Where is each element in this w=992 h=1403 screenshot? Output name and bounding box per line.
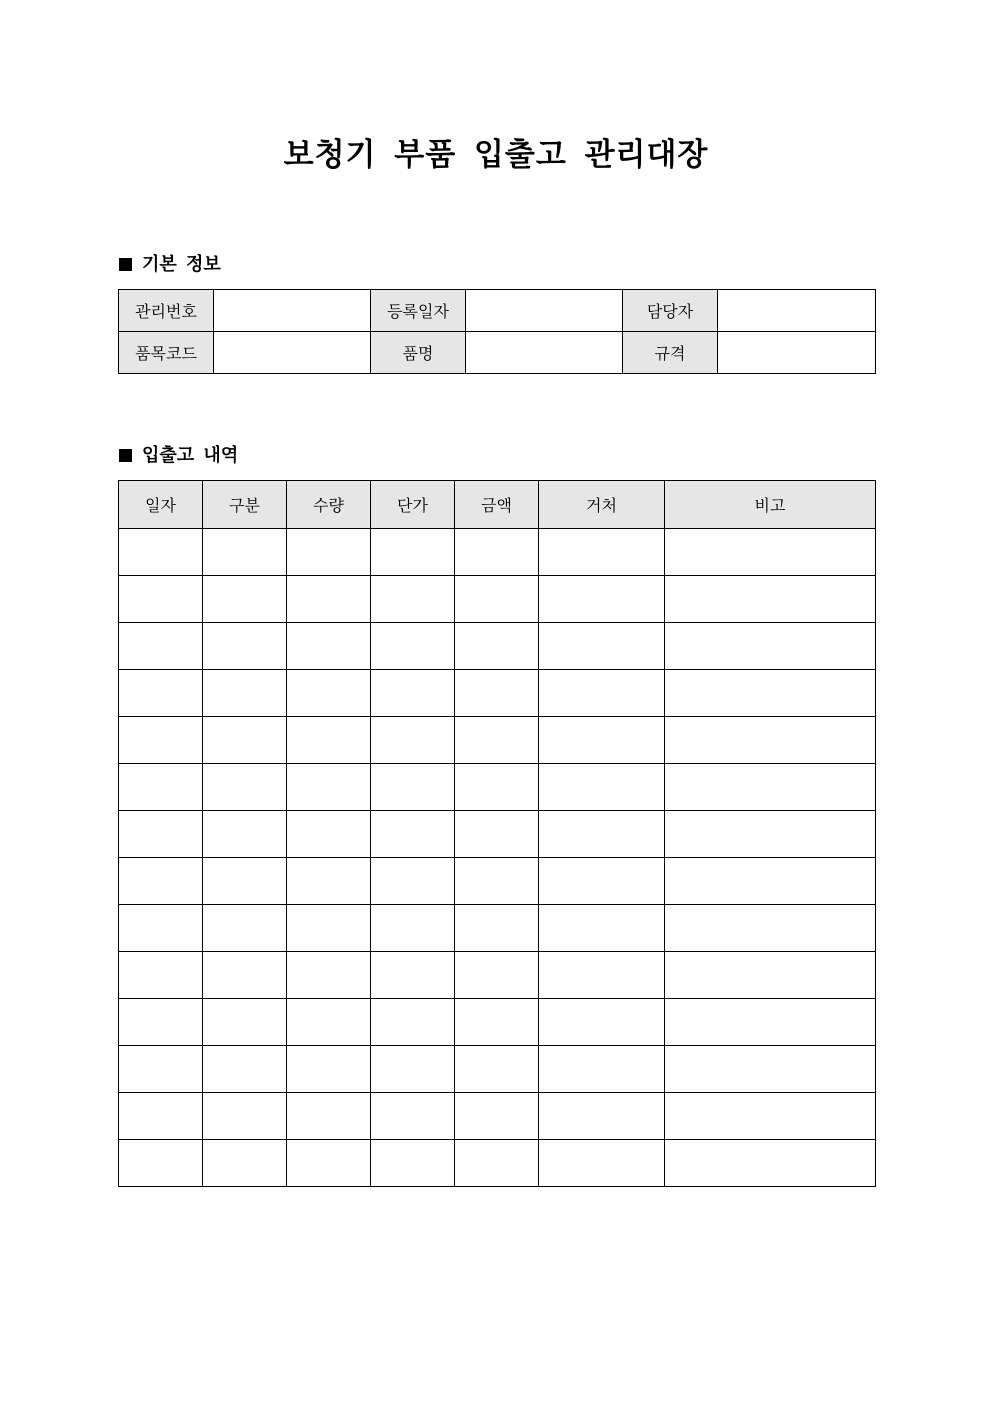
ledger-cell[interactable] — [455, 529, 539, 576]
ledger-cell[interactable] — [455, 717, 539, 764]
ledger-cell[interactable] — [119, 905, 203, 952]
ledger-row — [119, 529, 876, 576]
ledger-cell[interactable] — [203, 529, 287, 576]
ledger-cell[interactable] — [203, 717, 287, 764]
info-label: 품명 — [371, 332, 466, 374]
ledger-cell[interactable] — [371, 764, 455, 811]
ledger-cell[interactable] — [287, 764, 371, 811]
info-value-field[interactable] — [466, 290, 623, 332]
ledger-table — [118, 480, 876, 1187]
ledger-row — [119, 1140, 876, 1187]
ledger-row — [119, 1046, 876, 1093]
ledger-row — [119, 999, 876, 1046]
ledger-row — [119, 905, 876, 952]
info-row — [119, 290, 876, 332]
ledger-cell[interactable] — [455, 670, 539, 717]
ledger-cell[interactable] — [455, 1140, 539, 1187]
info-label: 품목코드 — [119, 332, 214, 374]
ledger-cell[interactable] — [665, 670, 876, 717]
ledger-cell[interactable] — [119, 1093, 203, 1140]
info-label: 등록일자 — [371, 290, 466, 332]
ledger-cell[interactable] — [371, 858, 455, 905]
ledger-cell[interactable] — [539, 717, 665, 764]
ledger-cell[interactable] — [203, 858, 287, 905]
ledger-cell[interactable] — [665, 858, 876, 905]
ledger-cell[interactable] — [455, 811, 539, 858]
ledger-cell[interactable] — [539, 670, 665, 717]
ledger-cell[interactable] — [203, 764, 287, 811]
ledger-cell[interactable] — [539, 811, 665, 858]
ledger-row — [119, 670, 876, 717]
ledger-cell[interactable] — [119, 764, 203, 811]
ledger-cell[interactable] — [539, 623, 665, 670]
ledger-cell[interactable] — [539, 764, 665, 811]
ledger-cell[interactable] — [455, 1093, 539, 1140]
ledger-cell[interactable] — [287, 1046, 371, 1093]
ledger-cell[interactable] — [539, 1140, 665, 1187]
ledger-cell[interactable] — [371, 811, 455, 858]
square-bullet-icon — [119, 449, 132, 462]
ledger-cell[interactable] — [539, 576, 665, 623]
info-value-field[interactable] — [718, 290, 876, 332]
ledger-row — [119, 764, 876, 811]
ledger-cell[interactable] — [455, 623, 539, 670]
info-value-field[interactable] — [718, 332, 876, 374]
ledger-row — [119, 811, 876, 858]
ledger-cell[interactable] — [455, 952, 539, 999]
ledger-cell[interactable] — [371, 576, 455, 623]
ledger-cell[interactable] — [203, 623, 287, 670]
ledger-cell[interactable] — [287, 1140, 371, 1187]
basic-info-heading — [119, 253, 221, 277]
ledger-cell[interactable] — [539, 529, 665, 576]
ledger-cell[interactable] — [455, 1046, 539, 1093]
ledger-cell[interactable] — [203, 905, 287, 952]
ledger-cell[interactable] — [287, 905, 371, 952]
ledger-cell[interactable] — [287, 858, 371, 905]
ledger-cell[interactable] — [287, 717, 371, 764]
ledger-cell[interactable] — [287, 952, 371, 999]
ledger-cell[interactable] — [665, 1140, 876, 1187]
ledger-cell[interactable] — [287, 811, 371, 858]
ledger-cell[interactable] — [665, 952, 876, 999]
ledger-heading — [119, 444, 238, 468]
ledger-cell[interactable] — [539, 952, 665, 999]
ledger-cell[interactable] — [371, 623, 455, 670]
ledger-cell[interactable] — [287, 999, 371, 1046]
ledger-heading-label: 입출고 내역 — [142, 445, 239, 466]
ledger-cell[interactable] — [539, 905, 665, 952]
ledger-cell[interactable] — [455, 999, 539, 1046]
ledger-cell[interactable] — [455, 858, 539, 905]
ledger-cell[interactable] — [119, 858, 203, 905]
ledger-column-header: 거처 — [539, 481, 665, 529]
basic-info-heading-label: 기본 정보 — [142, 254, 221, 275]
ledger-cell[interactable] — [287, 623, 371, 670]
ledger-column-header: 금액 — [455, 481, 539, 529]
ledger-cell[interactable] — [203, 670, 287, 717]
ledger-cell[interactable] — [203, 952, 287, 999]
info-value-field[interactable] — [466, 332, 623, 374]
ledger-column-header: 구분 — [203, 481, 287, 529]
ledger-cell[interactable] — [665, 905, 876, 952]
ledger-cell[interactable] — [203, 999, 287, 1046]
ledger-cell[interactable] — [665, 811, 876, 858]
ledger-cell[interactable] — [287, 1093, 371, 1140]
ledger-cell[interactable] — [119, 623, 203, 670]
ledger-cell[interactable] — [455, 576, 539, 623]
ledger-cell[interactable] — [371, 1093, 455, 1140]
ledger-cell[interactable] — [665, 576, 876, 623]
ledger-cell[interactable] — [371, 1140, 455, 1187]
ledger-cell[interactable] — [455, 764, 539, 811]
ledger-cell[interactable] — [287, 670, 371, 717]
info-label: 관리번호 — [119, 290, 214, 332]
ledger-cell[interactable] — [119, 1140, 203, 1187]
ledger-cell[interactable] — [119, 999, 203, 1046]
ledger-cell[interactable] — [371, 717, 455, 764]
ledger-cell[interactable] — [371, 952, 455, 999]
ledger-cell[interactable] — [119, 717, 203, 764]
ledger-cell[interactable] — [119, 529, 203, 576]
basic-info-table — [118, 289, 876, 374]
ledger-row — [119, 858, 876, 905]
info-value-field[interactable] — [214, 332, 371, 374]
square-bullet-icon — [119, 258, 132, 271]
ledger-cell[interactable] — [455, 905, 539, 952]
ledger-row — [119, 623, 876, 670]
info-label: 규격 — [623, 332, 718, 374]
ledger-cell[interactable] — [371, 905, 455, 952]
ledger-cell[interactable] — [665, 1046, 876, 1093]
page-title: 보청기 부품 입출고 관리대장 — [283, 137, 709, 173]
ledger-column-header: 비고 — [665, 481, 876, 529]
ledger-cell[interactable] — [539, 858, 665, 905]
ledger-header-row — [119, 481, 876, 529]
ledger-cell[interactable] — [539, 999, 665, 1046]
ledger-cell[interactable] — [665, 764, 876, 811]
ledger-column-header: 일자 — [119, 481, 203, 529]
ledger-cell[interactable] — [539, 1046, 665, 1093]
ledger-cell[interactable] — [119, 1046, 203, 1093]
ledger-cell[interactable] — [539, 1093, 665, 1140]
ledger-cell[interactable] — [371, 670, 455, 717]
ledger-row — [119, 576, 876, 623]
ledger-cell[interactable] — [203, 1046, 287, 1093]
ledger-cell[interactable] — [665, 623, 876, 670]
ledger-cell[interactable] — [371, 1046, 455, 1093]
ledger-cell[interactable] — [665, 1093, 876, 1140]
ledger-cell[interactable] — [203, 811, 287, 858]
ledger-cell[interactable] — [119, 952, 203, 999]
ledger-cell[interactable] — [665, 529, 876, 576]
ledger-row — [119, 1093, 876, 1140]
ledger-column-header: 단가 — [371, 481, 455, 529]
ledger-cell[interactable] — [203, 1093, 287, 1140]
ledger-cell[interactable] — [119, 576, 203, 623]
ledger-cell[interactable] — [119, 811, 203, 858]
ledger-row — [119, 717, 876, 764]
ledger-cell[interactable] — [287, 529, 371, 576]
ledger-cell[interactable] — [203, 576, 287, 623]
info-row — [119, 332, 876, 374]
ledger-cell[interactable] — [665, 999, 876, 1046]
ledger-cell[interactable] — [203, 1140, 287, 1187]
ledger-cell[interactable] — [371, 529, 455, 576]
ledger-cell[interactable] — [665, 717, 876, 764]
ledger-cell[interactable] — [119, 670, 203, 717]
ledger-cell[interactable] — [371, 999, 455, 1046]
info-label: 담당자 — [623, 290, 718, 332]
ledger-cell[interactable] — [287, 576, 371, 623]
ledger-column-header: 수량 — [287, 481, 371, 529]
info-value-field[interactable] — [214, 290, 371, 332]
ledger-row — [119, 952, 876, 999]
